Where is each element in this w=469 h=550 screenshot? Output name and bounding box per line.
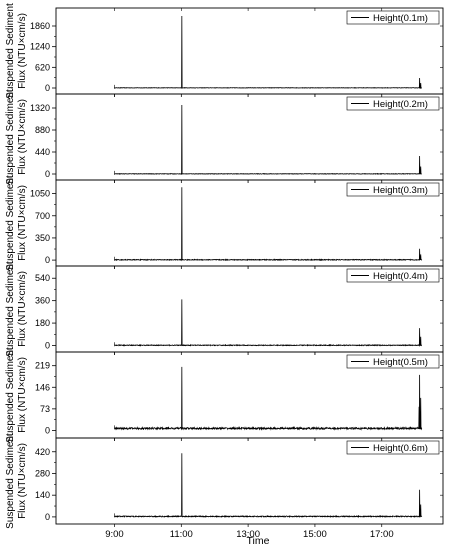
series-line [114, 16, 421, 88]
y-tick-label: 0 [44, 340, 50, 351]
y-axis-title-line2: Flux (NTU×cm/s) [17, 271, 28, 347]
panel-1 [5, 3, 443, 99]
y-tick-label: 420 [34, 446, 50, 457]
legend [347, 355, 439, 368]
panel-4 [5, 261, 443, 357]
x-tick-label: 13:00 [236, 529, 260, 540]
legend-label: Height(0.1m) [373, 13, 428, 24]
y-tick-label: 0 [44, 83, 50, 93]
y-axis-title-line1: Suspended Sediment [5, 261, 16, 357]
y-tick-label: 73 [39, 403, 50, 414]
chart-panels [5, 3, 443, 529]
legend [347, 11, 439, 24]
y-axis-title-line1: Suspended Sediment [5, 89, 16, 185]
y-axis-title-line1: Suspended Sediment [5, 347, 16, 443]
x-tick-label: 9:00 [105, 529, 124, 540]
y-tick-label: 1240 [29, 41, 50, 52]
y-tick-label: 440 [34, 147, 50, 157]
y-axis-title-line2: Flux (NTU×cm/s) [17, 357, 28, 433]
y-tick-label: 0 [44, 169, 50, 179]
x-tick-label: 11:00 [169, 529, 193, 540]
series-line [114, 367, 421, 429]
legend [347, 183, 439, 196]
y-tick-label: 280 [34, 468, 50, 479]
legend [347, 269, 439, 282]
x-tick-label: 15:00 [303, 529, 327, 540]
panel-2 [5, 89, 443, 185]
series-line [114, 105, 421, 174]
legend-label: Height(0.3m) [373, 185, 428, 196]
legend-label: Height(0.5m) [373, 357, 428, 368]
y-axis-title-line2: Flux (NTU×cm/s) [17, 99, 28, 175]
y-tick-label: 360 [34, 295, 50, 306]
y-tick-label: 140 [34, 490, 50, 501]
y-axis-title-line2: Flux (NTU×cm/s) [17, 185, 28, 261]
y-tick-label: 350 [34, 232, 50, 243]
y-tick-label: 180 [34, 318, 50, 329]
legend-label: Height(0.6m) [373, 443, 428, 454]
panel-6 [5, 433, 443, 529]
y-tick-label: 540 [34, 273, 50, 284]
x-tick-label: 17:00 [369, 529, 394, 540]
series-line [114, 453, 421, 517]
y-tick-label: 1320 [29, 103, 50, 113]
y-axis-title-line2: Flux (NTU×cm/s) [17, 443, 28, 519]
y-tick-label: 620 [34, 62, 50, 73]
panel-5 [5, 347, 443, 443]
y-tick-label: 1860 [29, 21, 50, 31]
legend [347, 97, 439, 110]
y-tick-label: 1050 [29, 188, 50, 199]
y-tick-label: 219 [34, 360, 50, 371]
y-axis-title-line2: Flux (NTU×cm/s) [17, 13, 28, 89]
y-tick-label: 0 [44, 425, 50, 436]
y-tick-label: 0 [44, 255, 50, 266]
panel-3 [5, 175, 443, 271]
legend [347, 441, 439, 454]
y-tick-label: 880 [34, 125, 50, 135]
x-axis-title: Time [246, 535, 270, 547]
y-tick-label: 700 [34, 210, 50, 221]
y-tick-label: 146 [34, 382, 50, 393]
series-line [114, 187, 421, 260]
legend-label: Height(0.4m) [373, 271, 428, 282]
y-tick-label: 0 [44, 511, 50, 522]
y-axis-title-line1: Suspended Sediment [5, 175, 16, 271]
y-axis-title-line1: Suspended Sediment [5, 3, 16, 99]
y-axis-title-line1: Suspended Sediment [5, 433, 16, 529]
series-line [114, 299, 421, 345]
legend-label: Height(0.2m) [373, 99, 428, 110]
